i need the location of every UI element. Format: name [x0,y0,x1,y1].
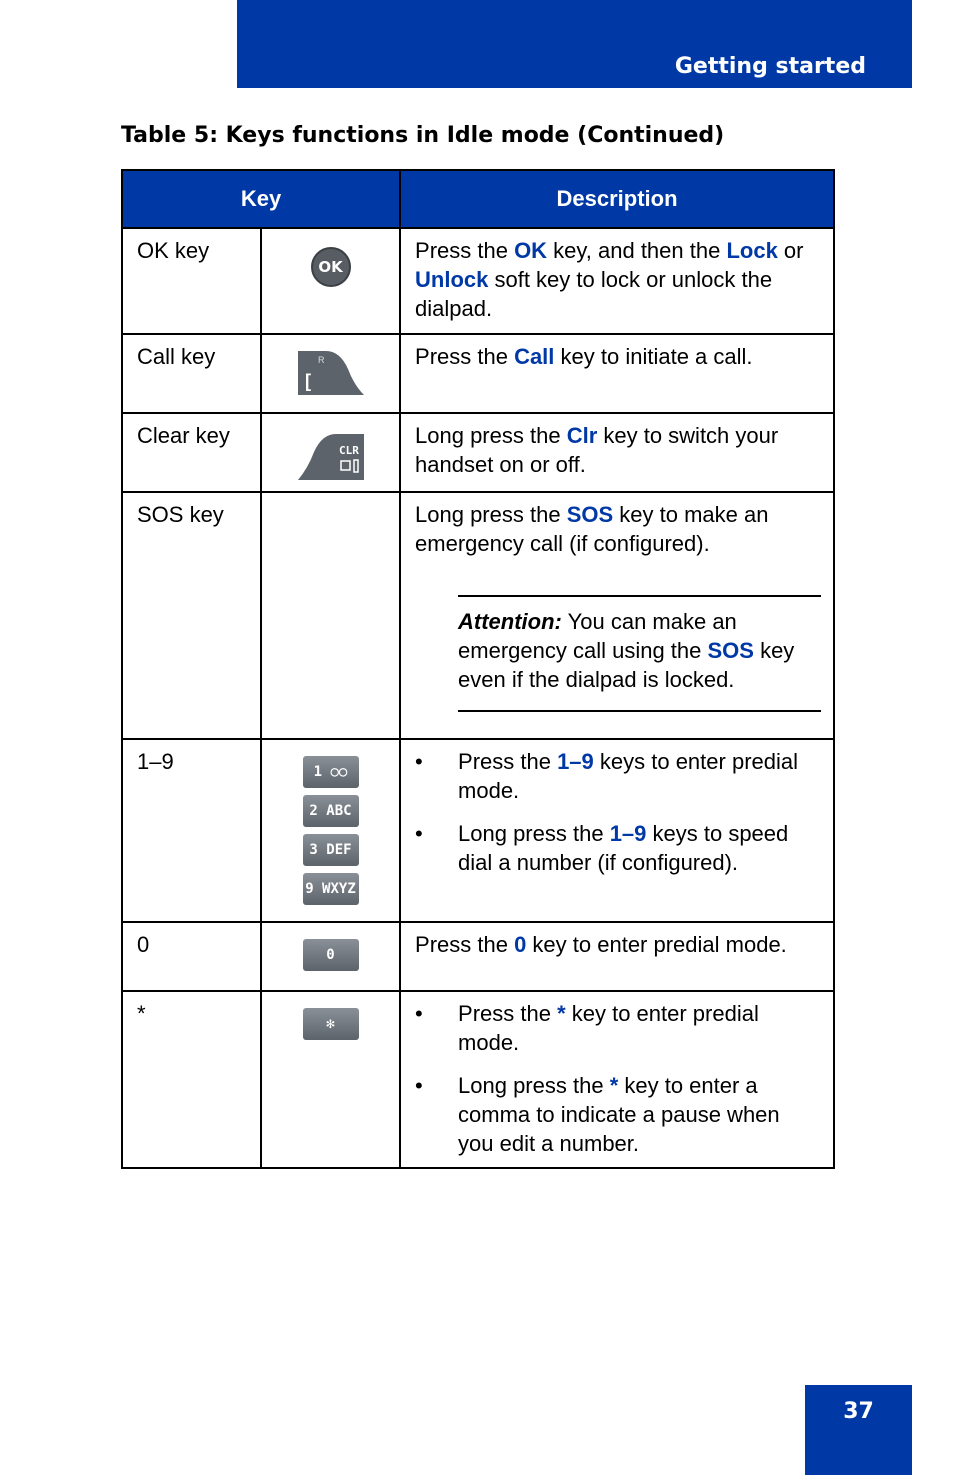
clear-key-icon [296,432,366,482]
svg-text:[: [ [304,371,311,391]
attention-label: Attention: [458,609,562,634]
key-label: Call key [122,334,261,413]
text-segment: key to enter predial mode. [526,932,787,957]
list-item [415,999,821,1057]
key-description [400,413,834,492]
header-description: Description [400,170,834,228]
key-3-icon: 3 DEF [303,834,359,866]
highlighted-term: Lock [726,238,778,263]
key-star-icon: ✻ [303,1008,359,1040]
text-segment: Press the [415,238,515,263]
key-label: OK key [122,228,261,334]
text-segment: key, and then the [547,238,727,263]
table-row [122,413,834,492]
table-title: Table 5: Keys functions in Idle mode (Continued) [121,123,725,148]
list-item [415,1071,821,1158]
text-segment: key even if the dialpad is locked. [458,638,795,692]
table-row [122,739,834,922]
highlighted-term: SOS [566,502,614,527]
key-2-icon: 2 ABC [303,795,359,827]
page-number: 37 [805,1385,912,1475]
key-description [400,334,834,413]
text-segment: key to enter predial mode. [458,1001,759,1055]
text-segment: Press the [415,932,515,957]
svg-text:CLR: CLR [338,444,359,457]
highlighted-term: OK [514,238,548,263]
text-segment: key to make an emergency call (if configured). [415,502,769,556]
bullet-list [415,747,821,877]
highlighted-term: Unlock [415,267,489,292]
text-segment: Press the [458,1001,558,1026]
table-row [122,228,834,334]
bullet-list [415,999,821,1158]
key-description [415,500,821,558]
text-segment: key to enter a comma to indicate a pause when you edit a number. [458,1073,780,1156]
highlighted-term: * [609,1073,619,1098]
key-9-icon: 9 WXYZ [303,873,359,905]
ok-key-icon: OK [311,247,351,287]
list-item [415,747,821,805]
text-segment: Long press the [458,821,610,846]
list-item [415,819,821,877]
table-row [122,492,834,739]
key-description [400,228,834,334]
highlighted-term: * [557,1001,566,1026]
text-segment: Long press the [458,1073,610,1098]
text-segment: Long press the [415,502,567,527]
table-row [122,334,834,413]
highlighted-term: SOS [707,638,754,663]
call-key-icon [296,349,366,397]
text-segment: soft key to lock or unlock the dialpad. [415,267,773,321]
svg-text:R: R [317,355,324,365]
attention-note [458,595,821,712]
table-row [122,991,834,1168]
header-band [237,0,912,88]
text-segment: You can make an emergency call using the [458,609,737,663]
text-segment: Long press the [415,423,567,448]
key-1-icon: 1 ○○ [303,756,359,788]
key-label: 0 [122,922,261,991]
table-row [122,922,834,991]
highlighted-term: 0 [514,932,527,957]
highlighted-term: 1–9 [609,821,647,846]
key-label: * [122,991,261,1168]
key-description [400,922,834,991]
header-key: Key [122,170,400,228]
text-segment: or [777,238,804,263]
text-segment: Press the [458,749,558,774]
text-segment: keys to enter predial mode. [458,749,799,803]
key-label: Clear key [122,413,261,492]
key-0-icon: 0 [303,939,359,971]
highlighted-term: Call [514,344,555,369]
text-segment: key to switch your handset on or off. [415,423,779,477]
text-segment: keys to speed dial a number (if configured). [458,821,789,875]
highlighted-term: 1–9 [557,749,594,774]
text-segment: key to initiate a call. [554,344,753,369]
section-title: Getting started [674,54,866,79]
key-label: 1–9 [122,739,261,922]
key-label: SOS key [122,492,261,739]
keys-table [121,169,835,1169]
text-segment: Press the [415,344,515,369]
table-header-row [122,170,834,228]
highlighted-term: Clr [566,423,598,448]
